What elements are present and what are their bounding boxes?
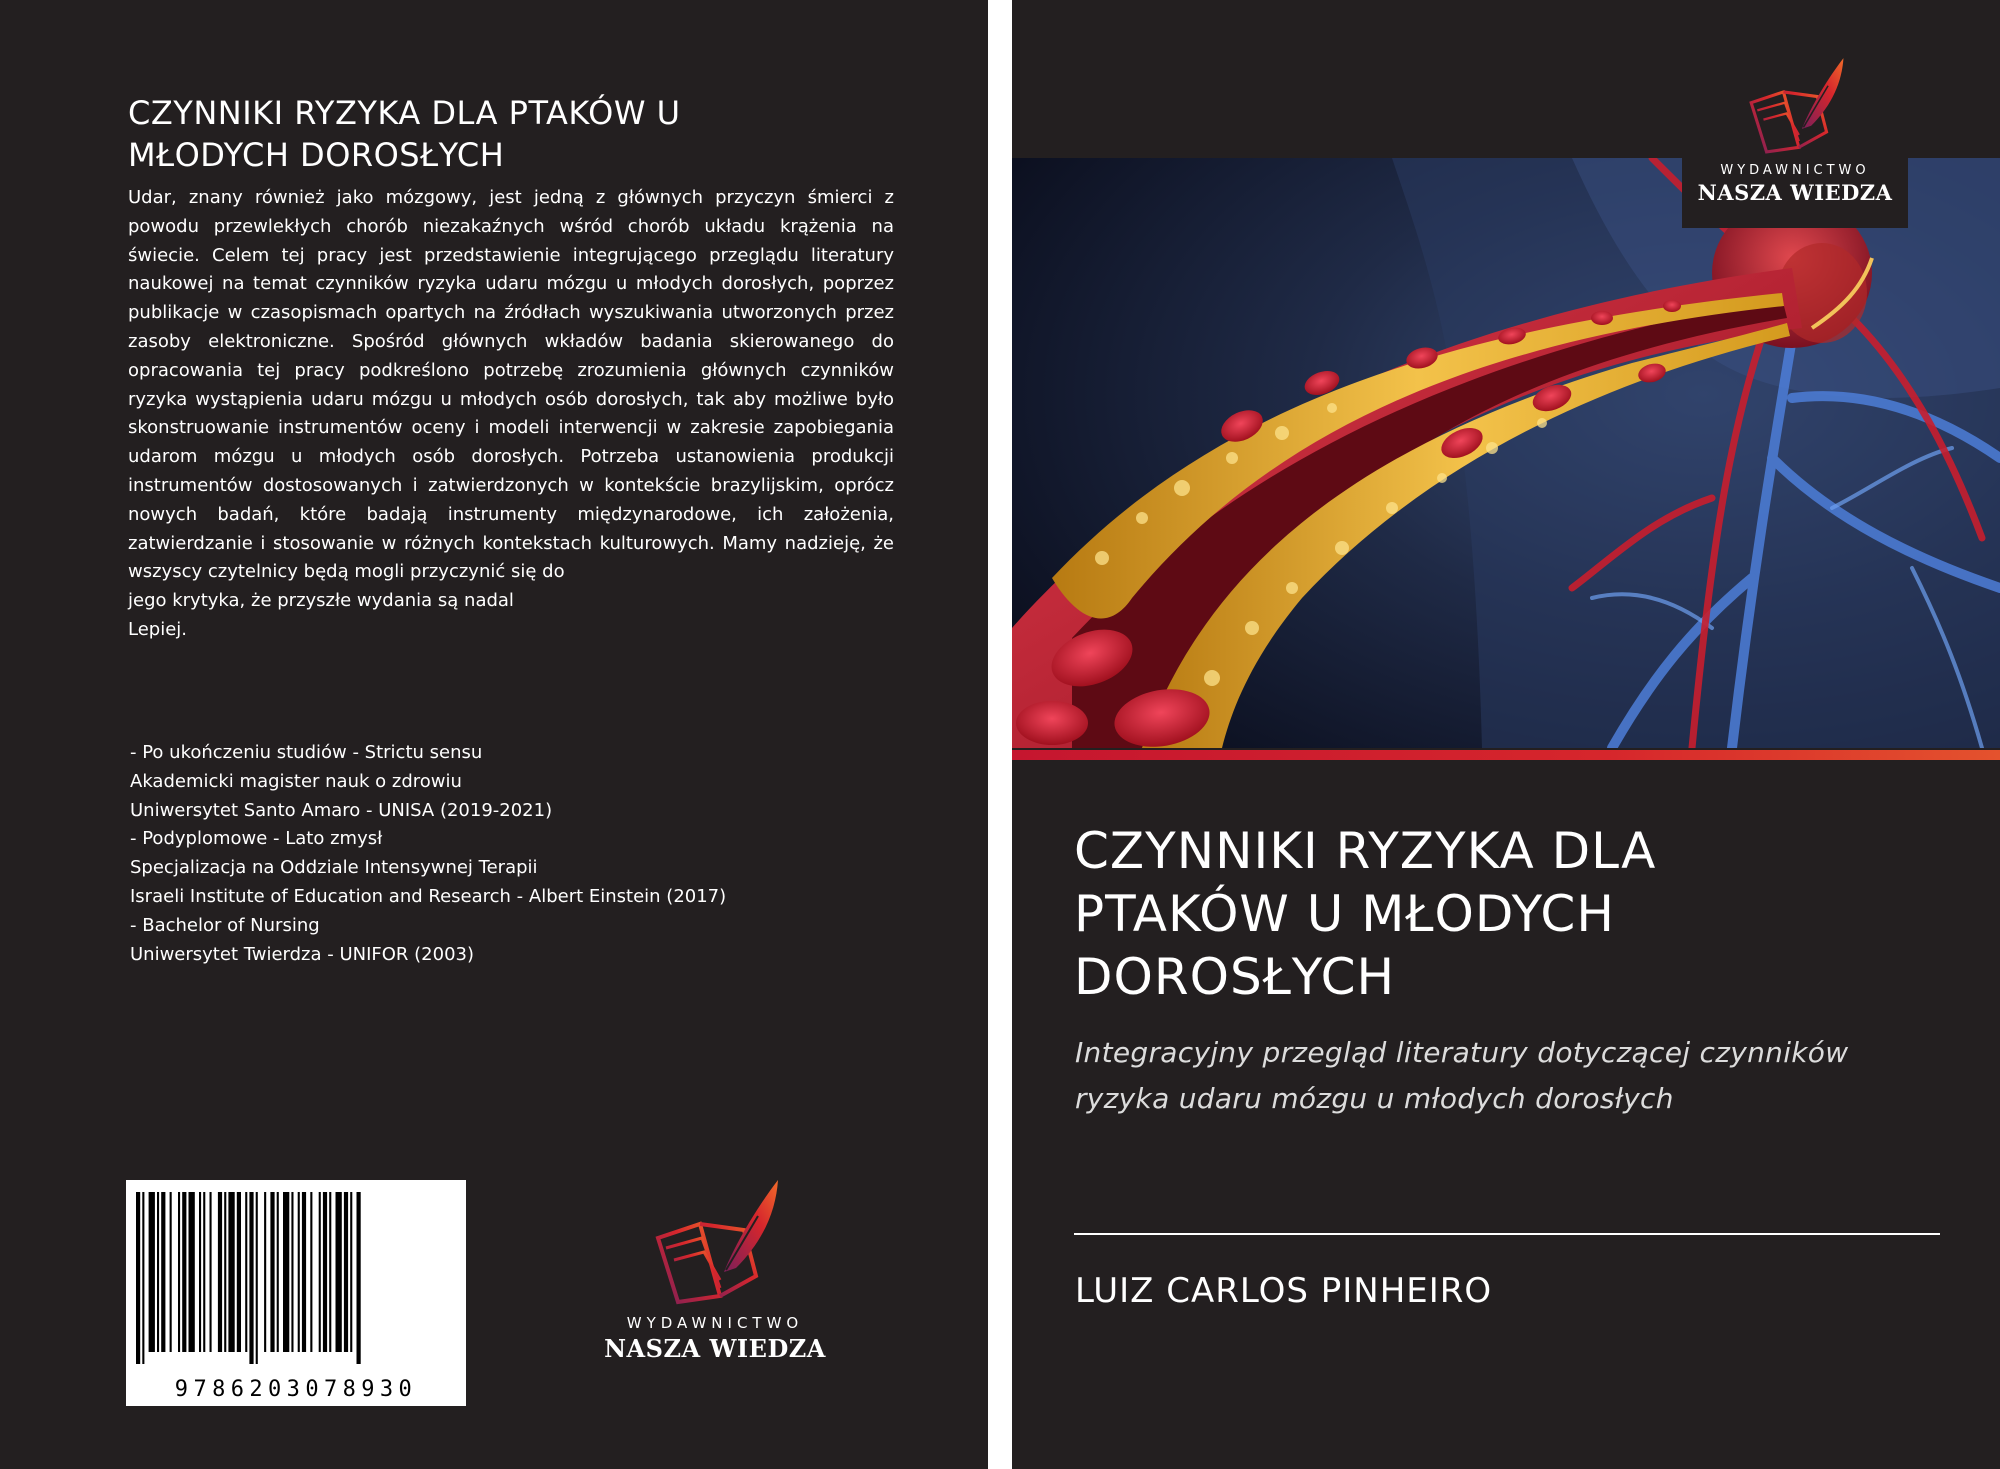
front-cover-subtitle: [1075, 1030, 1955, 1122]
back-cover-title: [128, 92, 888, 176]
front-cover-author: LUIZ CARLOS PINHEIRO: [1075, 1271, 1493, 1311]
front-cover-title: [1074, 820, 1954, 1009]
barcode-bar: [182, 1192, 186, 1352]
bio-line: Akademicki magister nauk o zdrowiu: [130, 770, 462, 792]
bio-line: - Po ukończeniu studiów - Strictu sensu: [130, 742, 483, 763]
barcode-bar: [161, 1192, 165, 1352]
barcode-bar: [291, 1192, 293, 1352]
publisher-label: WYDAWNICTWO: [1720, 163, 1870, 178]
barcode-bar: [270, 1192, 274, 1352]
barcode-bar: [329, 1192, 331, 1352]
back-title-line-2: MŁODYCH DOROSŁYCH: [128, 136, 505, 174]
barcode-bar: [256, 1192, 258, 1364]
publisher-name: NASZA WIEDZA: [604, 1334, 826, 1363]
barcode-bar: [298, 1192, 300, 1352]
isbn-number: 9786203078930: [174, 1377, 418, 1402]
barcode-bar: [142, 1192, 144, 1364]
blurb-line-2: jego krytyka, że przyszłe wydania są nadal: [128, 590, 514, 612]
bio-line: Specjalizacja na Oddziale Intensywnej Terapii: [130, 857, 538, 879]
publisher-logo-front: [1682, 55, 1908, 205]
barcode-bar: [302, 1192, 306, 1352]
front-title-line-2: PTAKÓW U MŁODYCH: [1074, 885, 1615, 943]
barcode-bar: [249, 1192, 253, 1364]
author-bio: [130, 739, 890, 969]
barcode-bar: [283, 1192, 289, 1352]
barcode-bar: [264, 1192, 266, 1352]
publisher-logo-back: [590, 1176, 840, 1363]
bio-line: - Bachelor of Nursing: [130, 914, 320, 936]
publisher-label: WYDAWNICTWO: [626, 1314, 804, 1332]
barcode-bar: [237, 1192, 241, 1352]
barcode-bar: [203, 1192, 205, 1352]
barcode-bar: [277, 1192, 279, 1352]
spine-gap: [988, 0, 1012, 1469]
publisher-book-quill-icon: [1735, 55, 1855, 155]
barcode-bar: [336, 1192, 342, 1352]
title-divider: [1074, 1233, 1940, 1235]
artery-heart-illustration: [1012, 158, 2000, 748]
barcode-bar: [210, 1192, 212, 1352]
front-title-line-3: DOROSŁYCH: [1074, 948, 1396, 1006]
barcode-bar: [245, 1192, 247, 1352]
bio-line: - Podyplomowe - Lato zmysł: [130, 828, 383, 850]
barcode-bar: [149, 1192, 155, 1352]
barcode-bar: [218, 1192, 222, 1352]
barcode-bar: [319, 1192, 321, 1352]
bio-line: Uniwersytet Santo Amaro - UNISA (2019-2021): [130, 799, 553, 821]
blurb-line-3: Lepiej.: [128, 618, 188, 640]
isbn-barcode: [126, 1180, 466, 1406]
barcode-bar: [136, 1192, 140, 1364]
back-cover: [0, 0, 988, 1469]
subtitle-line-2: ryzyka udaru mózgu u młodych dorosłych: [1075, 1082, 1674, 1115]
publisher-book-quill-icon: [640, 1176, 790, 1306]
accent-line: [1012, 750, 2000, 760]
subtitle-line-1: Integracyjny przegląd literatury dotyczącej czynników: [1075, 1036, 1849, 1069]
back-title-line-1: CZYNNIKI RYZYKA DLA PTAKÓW U: [128, 94, 681, 132]
barcode-bar: [344, 1192, 348, 1352]
barcode-bar: [170, 1192, 172, 1352]
back-cover-blurb: [128, 184, 894, 645]
bio-line: Israeli Institute of Education and Research - Albert Einstein (2017): [130, 885, 727, 907]
barcode-bar: [357, 1192, 361, 1364]
barcode-bars: [136, 1192, 456, 1364]
barcode-bar: [310, 1192, 312, 1352]
front-title-line-1: CZYNNIKI RYZYKA DLA: [1074, 822, 1657, 880]
barcode-bar: [224, 1192, 226, 1352]
bio-line: Uniwersytet Twierdza - UNIFOR (2003): [130, 943, 475, 965]
barcode-bar: [199, 1192, 201, 1352]
barcode-bar: [157, 1192, 159, 1352]
publisher-name: NASZA WIEDZA: [1697, 180, 1893, 205]
barcode-bar: [323, 1192, 327, 1352]
barcode-bar: [350, 1192, 352, 1352]
blurb-main: Udar, znany również jako mózgowy, jest jedną z głównych przyczyn śmierci z powodu przewlekłych chorób niezakaźnych wśród chorób układu krążenia na świecie. Celem tej pracy jest przedstawienie integrującego przeglądu literatury naukowej na temat czynników ryzyka udaru mózgu u młodych dorosłych, poprzez publikacje w czasopismach opartych na źródłach wyszukiwania utworzonych przez zasoby elektroniczne. Spośród głównych wkładów badania skierowanego do opracowania tej pracy podkreślono potrzebę zrozumienia głównych czynników ryzyka wystąpienia udaru mózgu u młodych osób dorosłych, tak aby możliwe było skonstruowanie instrumentów oceny i modeli interwencji w zakresie zapobiegania udarom mózgu u młodych osób dorosłych. Potrzeba ustanowienia produkcji instrumentów dostosowanych i zatwierdzonych w kontekście brazylijskim, oprócz nowych badań, które badają instrumenty międzynarodowe, ich założenia, zatwierdzanie i stosowanie w różnych kontekstach kulturowych. Mamy nadzieję, że wszyscy czytelnicy będą mogli przyczynić się do: [128, 187, 894, 583]
barcode-bar: [189, 1192, 195, 1352]
barcode-bar: [228, 1192, 234, 1352]
barcode-bar: [178, 1192, 180, 1352]
